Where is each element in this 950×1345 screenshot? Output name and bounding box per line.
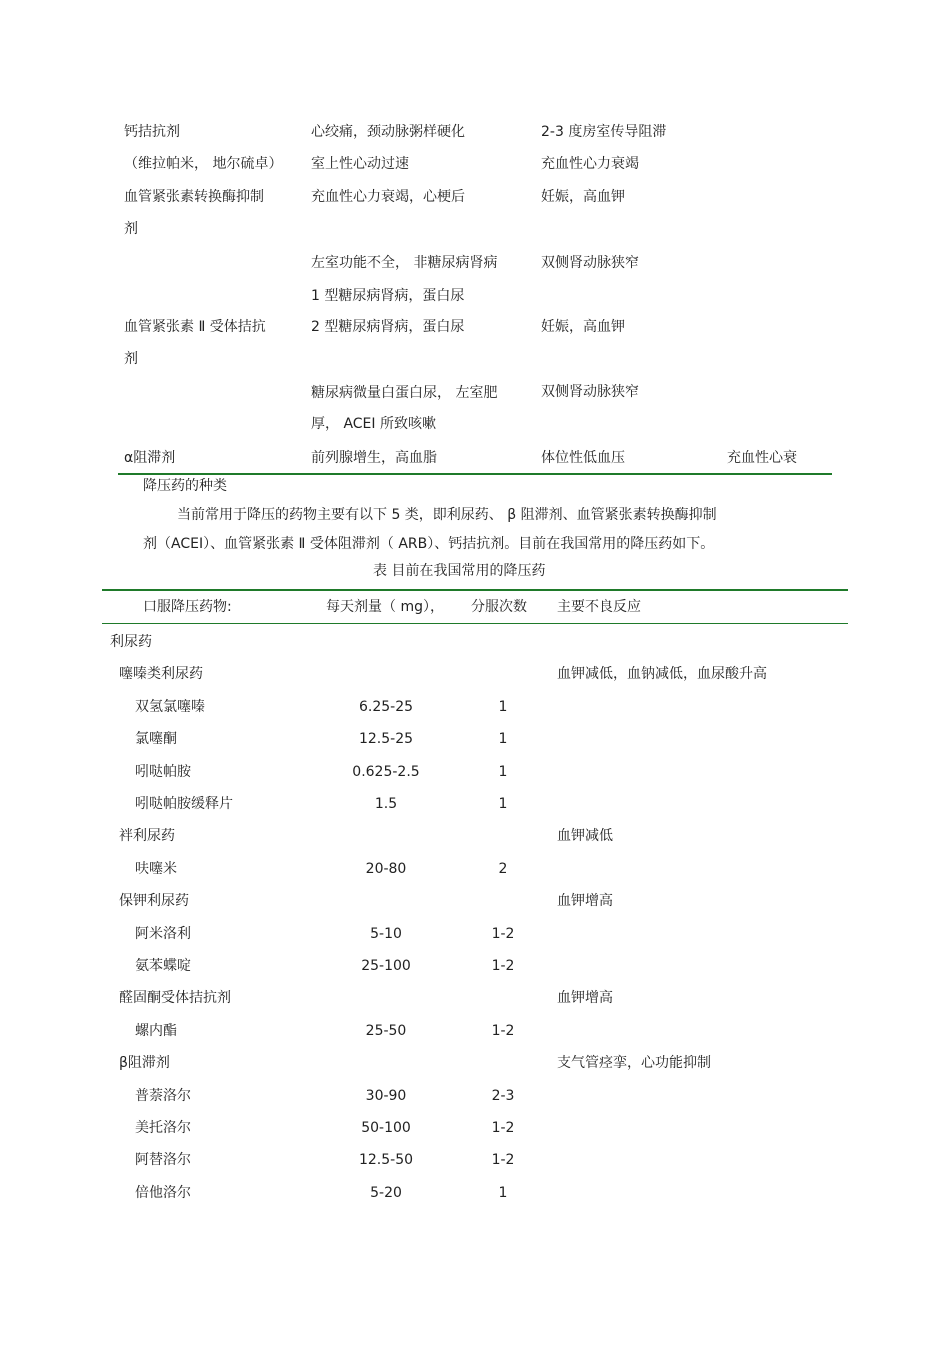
table-cell: 妊娠，高血钾 bbox=[541, 319, 625, 335]
daily-dose: 25-100 bbox=[361, 958, 411, 974]
adverse-reaction: 血钾增高 bbox=[557, 893, 613, 909]
table-cell: （维拉帕米， 地尔硫卓） bbox=[124, 156, 283, 172]
drug-name: 噻嗪类利尿药 bbox=[119, 666, 203, 682]
table-cell: 体位性低血压 bbox=[541, 450, 625, 466]
table-cell: 前列腺增生，高血脂 bbox=[311, 450, 437, 466]
daily-dose: 50-100 bbox=[361, 1120, 411, 1136]
drug-name: 醛固酮受体拮抗剂 bbox=[119, 990, 231, 1006]
dose-frequency: 1 bbox=[498, 1185, 508, 1201]
table-cell: 厚， ACEI 所致咳嗽 bbox=[311, 416, 436, 432]
table-cell: 室上性心动过速 bbox=[311, 156, 409, 172]
table-caption: 表 目前在我国常用的降压药 bbox=[373, 563, 546, 579]
table-cell: 剂 bbox=[124, 351, 138, 367]
drug-name: 吲哒帕胺 bbox=[135, 764, 191, 780]
column-header: 分服次数 bbox=[471, 599, 527, 615]
table-cell: 双侧肾动脉狭窄 bbox=[541, 255, 639, 271]
table-cell: 充血性心力衰竭，心梗后 bbox=[311, 189, 465, 205]
table-cell: 1 型糖尿病肾病，蛋白尿 bbox=[311, 288, 465, 304]
table-cell: 心绞痛，颈动脉粥样硬化 bbox=[311, 124, 465, 140]
drug-name: 阿米洛利 bbox=[135, 926, 191, 942]
column-header: 主要不良反应 bbox=[557, 599, 641, 615]
dose-frequency: 1 bbox=[498, 764, 508, 780]
dose-frequency: 1-2 bbox=[491, 958, 515, 974]
daily-dose: 12.5-25 bbox=[358, 731, 414, 747]
dose-frequency: 2-3 bbox=[491, 1088, 515, 1104]
drug-name: 阿替洛尔 bbox=[135, 1152, 191, 1168]
daily-dose: 5-20 bbox=[370, 1185, 402, 1201]
dose-frequency: 1-2 bbox=[491, 1120, 515, 1136]
table-cell: 2 型糖尿病肾病，蛋白尿 bbox=[311, 319, 465, 335]
daily-dose: 1.5 bbox=[374, 796, 398, 812]
drug-name: 袢利尿药 bbox=[119, 828, 175, 844]
drug-name: 吲哒帕胺缓释片 bbox=[135, 796, 233, 812]
table-cell: 充血性心力衰竭 bbox=[541, 156, 639, 172]
table-cell: 双侧肾动脉狭窄 bbox=[541, 384, 639, 400]
drug-name: 螺内酯 bbox=[135, 1023, 177, 1039]
drug-name: 双氢氯噻嗪 bbox=[135, 699, 205, 715]
section-heading: 降压药的种类 bbox=[143, 478, 227, 494]
drug-name: 普萘洛尔 bbox=[135, 1088, 191, 1104]
daily-dose: 12.5-50 bbox=[358, 1152, 414, 1168]
dose-frequency: 2 bbox=[498, 861, 508, 877]
dose-frequency: 1 bbox=[498, 699, 508, 715]
table-cell: 钙拮抗剂 bbox=[124, 124, 180, 140]
drug-name: 利尿药 bbox=[110, 634, 152, 650]
table-cell: 妊娠，高血钾 bbox=[541, 189, 625, 205]
table-top-rule bbox=[102, 589, 848, 591]
adverse-reaction: 支气管痉挛，心功能抑制 bbox=[557, 1055, 711, 1071]
daily-dose: 25-50 bbox=[365, 1023, 407, 1039]
dose-frequency: 1 bbox=[498, 731, 508, 747]
dose-frequency: 1 bbox=[498, 796, 508, 812]
table-cell: 剂 bbox=[124, 221, 138, 237]
table-bottom-rule bbox=[118, 473, 832, 475]
adverse-reaction: 血钾减低，血钠减低，血尿酸升高 bbox=[557, 666, 767, 682]
table-cell: 血管紧张素 Ⅱ 受体拮抗 bbox=[124, 319, 266, 335]
adverse-reaction: 血钾增高 bbox=[557, 990, 613, 1006]
daily-dose: 0.625-2.5 bbox=[352, 764, 420, 780]
column-header: 口服降压药物: bbox=[143, 599, 232, 615]
table-cell: α阻滞剂 bbox=[124, 450, 176, 466]
drug-name: 氨苯蝶啶 bbox=[135, 958, 191, 974]
table-cell: 左室功能不全， 非糖尿病肾病 bbox=[311, 255, 498, 271]
paragraph-line: 当前常用于降压的药物主要有以下 5 类，即利尿药、 β 阻滞剂、血管紧张素转换酶抑制 bbox=[177, 507, 717, 523]
dose-frequency: 1-2 bbox=[491, 1023, 515, 1039]
header-rule bbox=[102, 623, 848, 624]
drug-name: 氯噻酮 bbox=[135, 731, 177, 747]
daily-dose: 30-90 bbox=[365, 1088, 407, 1104]
table-cell: 血管紧张素转换酶抑制 bbox=[124, 189, 264, 205]
daily-dose: 6.25-25 bbox=[358, 699, 414, 715]
table-cell: 充血性心衰 bbox=[727, 450, 797, 466]
dose-frequency: 1-2 bbox=[491, 1152, 515, 1168]
drug-name: β阻滞剂 bbox=[119, 1055, 170, 1071]
daily-dose: 20-80 bbox=[365, 861, 407, 877]
drug-name: 保钾利尿药 bbox=[119, 893, 189, 909]
drug-name: 美托洛尔 bbox=[135, 1120, 191, 1136]
table-cell: 糖尿病微量白蛋白尿， 左室肥 bbox=[311, 385, 498, 401]
adverse-reaction: 血钾减低 bbox=[557, 828, 613, 844]
dose-frequency: 1-2 bbox=[491, 926, 515, 942]
table-cell: 2-3 度房室传导阻滞 bbox=[541, 124, 667, 140]
drug-name: 倍他洛尔 bbox=[135, 1185, 191, 1201]
daily-dose: 5-10 bbox=[370, 926, 402, 942]
drug-name: 呋噻米 bbox=[135, 861, 177, 877]
paragraph-line: 剂（ACEI）、血管紧张素 Ⅱ 受体阻滞剂（ ARB）、钙拮抗剂。目前在我国常用的降压药如下。 bbox=[143, 536, 715, 552]
column-header: 每天剂量（ mg）， bbox=[326, 599, 444, 615]
